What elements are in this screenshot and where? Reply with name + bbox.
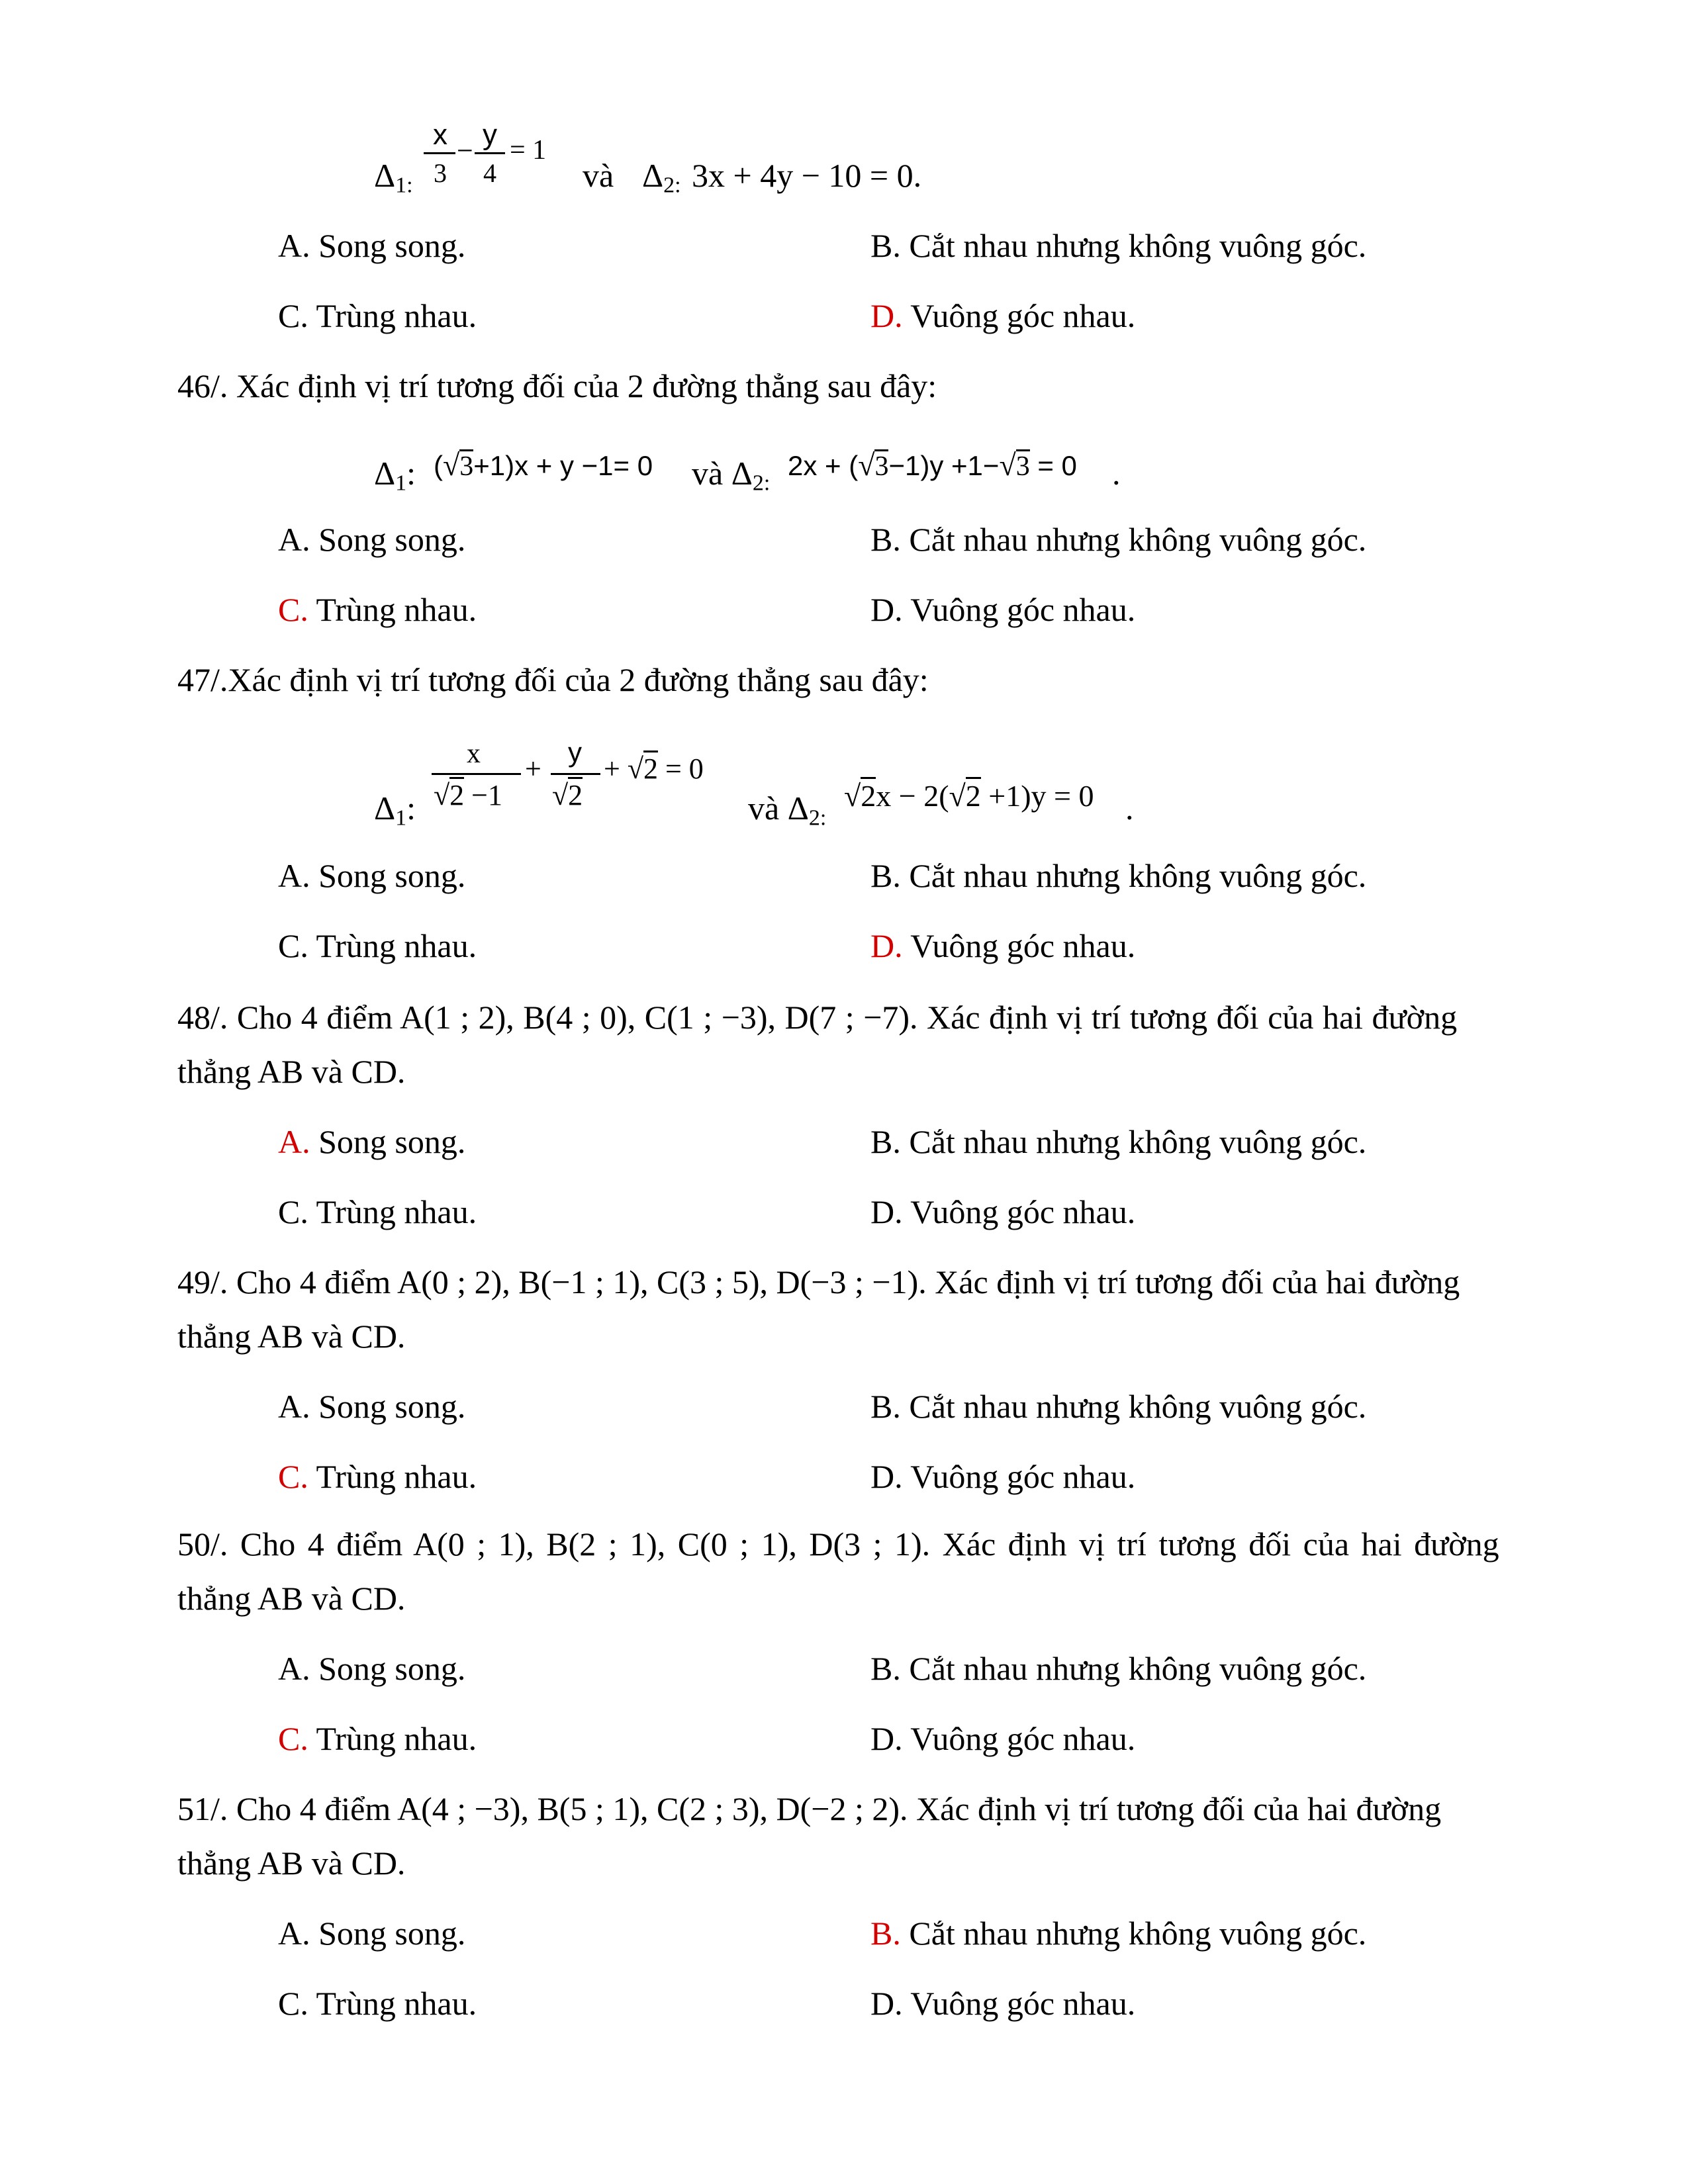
option-a[interactable]: A. Song song. <box>278 521 466 558</box>
option-d[interactable]: D. Vuông góc nhau. <box>870 1985 1136 2022</box>
frac2-numerator: y <box>568 737 582 768</box>
question-stem-line1: 50/. Cho 4 điểm A(0 ; 1), B(2 ; 1), C(0 ; 1), D(3 ; 1). Xác định vị trí tương đối của hai đường <box>177 1525 1499 1563</box>
frac1-numerator: x <box>467 739 481 769</box>
delta2-equation: √2x − 2(√2 +1)y = 0 <box>844 781 1094 811</box>
option-c[interactable]: C. Trùng nhau. <box>278 1193 477 1230</box>
period: . <box>1112 455 1121 492</box>
option-a[interactable]: A. Song song. <box>278 1388 466 1425</box>
frac1-numerator: x <box>433 118 447 151</box>
frac1-denominator: 3 <box>434 158 447 188</box>
delta2-label: $\Delta_{2:}$ <box>642 157 681 198</box>
question-stem-line2: thẳng AB và CD. <box>177 1318 406 1355</box>
option-a[interactable]: A. Song song. <box>278 857 466 894</box>
option-b[interactable]: B. Cắt nhau nhưng không vuông góc. <box>870 227 1367 264</box>
option-b[interactable]: B. Cắt nhau nhưng không vuông góc. <box>870 1388 1367 1425</box>
option-c[interactable]: C. Trùng nhau. <box>278 1458 477 1495</box>
option-b[interactable]: B. Cắt nhau nhưng không vuông góc. <box>870 521 1367 558</box>
delta1-label: $\Delta_1$: <box>374 790 416 831</box>
option-c[interactable]: C. Trùng nhau. <box>278 1720 477 1757</box>
va-word: và $\Delta_{2:}$ <box>748 790 827 831</box>
frac2-numerator: y <box>483 118 497 151</box>
frac1-denominator: √2 −1 <box>434 781 502 810</box>
option-b[interactable]: B. Cắt nhau nhưng không vuông góc. <box>870 1123 1367 1160</box>
delta1-label: $\Delta_1$: <box>374 455 416 496</box>
option-c[interactable]: C. Trùng nhau. <box>278 297 477 334</box>
delta1-equation: (√3+1)x + y −1= 0 <box>434 448 653 482</box>
option-a[interactable]: A. Song song. <box>278 227 466 264</box>
delta2-equation: 3x + 4y − 10 = 0. <box>692 157 922 194</box>
question-stem: 47/.Xác định vị trí tương đối của 2 đường thẳng sau đây: <box>177 661 929 698</box>
option-d[interactable]: D. Vuông góc nhau. <box>870 927 1136 964</box>
delta1-label: $\Delta_{1:}$ <box>374 157 413 198</box>
tail-expression: + √2 = 0 <box>604 754 704 784</box>
option-a[interactable]: A. Song song. <box>278 1650 466 1687</box>
option-b[interactable]: B. Cắt nhau nhưng không vuông góc. <box>870 857 1367 894</box>
option-c[interactable]: C. Trùng nhau. <box>278 591 477 628</box>
question-stem: 46/. Xác định vị trí tương đối của 2 đường thẳng sau đây: <box>177 367 937 404</box>
option-d[interactable]: D. Vuông góc nhau. <box>870 591 1136 628</box>
option-d[interactable]: D. Vuông góc nhau. <box>870 1193 1136 1230</box>
frac1-bar <box>432 773 521 775</box>
option-d[interactable]: D. Vuông góc nhau. <box>870 297 1136 334</box>
option-d[interactable]: D. Vuông góc nhau. <box>870 1458 1136 1495</box>
question-stem-line1: 48/. Cho 4 điểm A(1 ; 2), B(4 ; 0), C(1 ; −3), D(7 ; −7). Xác định vị trí tương đối của hai đường <box>177 999 1458 1036</box>
option-c[interactable]: C. Trùng nhau. <box>278 927 477 964</box>
question-stem-line1: 49/. Cho 4 điểm A(0 ; 2), B(−1 ; 1), C(3 ; 5), D(−3 ; −1). Xác định vị trí tương đối của hai đường <box>177 1263 1460 1300</box>
minus-sign: − <box>457 134 473 167</box>
question-stem-line1: 51/. Cho 4 điểm A(4 ; −3), B(5 ; 1), C(2 ; 3), D(−2 ; 2). Xác định vị trí tương đối của hai đường <box>177 1790 1442 1827</box>
question-stem-line2: thẳng AB và CD. <box>177 1580 406 1617</box>
frac1-bar <box>424 152 455 154</box>
option-b[interactable]: B. Cắt nhau nhưng không vuông góc. <box>870 1650 1367 1687</box>
frac2-bar <box>551 773 600 775</box>
option-a[interactable]: A. Song song. <box>278 1123 466 1160</box>
period: . <box>1125 790 1134 827</box>
option-a[interactable]: A. Song song. <box>278 1915 466 1952</box>
question-stem-line2: thẳng AB và CD. <box>177 1844 406 1882</box>
option-b[interactable]: B. Cắt nhau nhưng không vuông góc. <box>870 1915 1367 1952</box>
question-stem-line2: thẳng AB và CD. <box>177 1053 406 1090</box>
option-c[interactable]: C. Trùng nhau. <box>278 1985 477 2022</box>
va-word: và <box>583 157 614 194</box>
frac2-bar <box>475 152 505 154</box>
frac2-denominator: 4 <box>483 158 496 188</box>
option-d[interactable]: D. Vuông góc nhau. <box>870 1720 1136 1757</box>
delta2-equation: 2x + (√3−1)y +1−√3 = 0 <box>788 448 1077 482</box>
plus-sign: + <box>525 752 541 785</box>
va-word: và $\Delta_{2:}$ <box>692 455 771 496</box>
frac2-denominator: √2 <box>552 781 583 810</box>
rhs-one: = 1 <box>510 135 547 165</box>
